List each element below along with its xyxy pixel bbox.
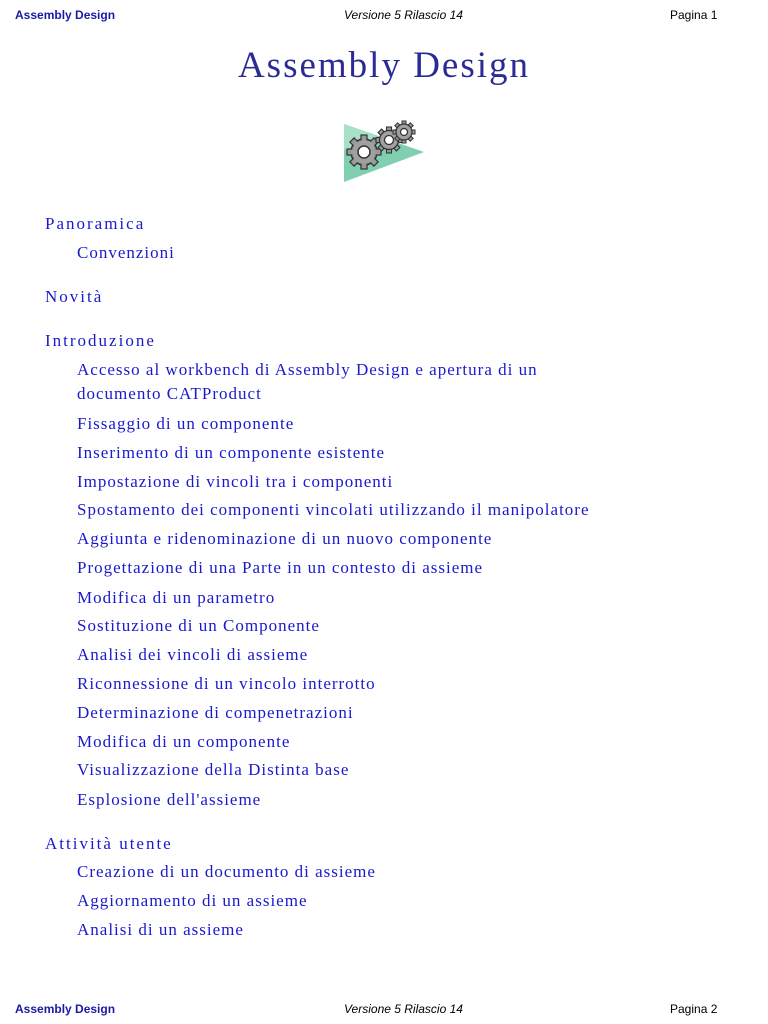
toc-item[interactable]: Aggiornamento di un assieme	[77, 891, 308, 910]
gears-icon	[342, 120, 428, 186]
toc-item[interactable]: Aggiunta e ridenominazione di un nuovo componente	[77, 529, 493, 548]
toc-item[interactable]: Inserimento di un componente esistente	[77, 443, 386, 462]
page-title: Assembly Design	[237, 45, 531, 86]
footer-doc-title: Assembly Design	[15, 1002, 116, 1016]
toc-item[interactable]: Creazione di un documento di assieme	[77, 862, 376, 881]
toc-item[interactable]: Riconnessione di un vincolo interrotto	[77, 674, 376, 693]
toc-item[interactable]: Modifica di un componente	[77, 732, 291, 751]
header-version: Versione 5 Rilascio 14	[344, 8, 463, 22]
toc-item[interactable]: Analisi di un assieme	[77, 920, 244, 939]
toc-item[interactable]: documento CATProduct	[77, 384, 262, 403]
toc-item[interactable]: Impostazione di vincoli tra i componenti	[77, 472, 394, 491]
toc-section-novita[interactable]: Novità	[45, 287, 104, 306]
footer-page-number: Pagina 2	[670, 1002, 718, 1016]
toc-section-panoramica[interactable]: Panoramica	[45, 214, 146, 233]
toc-item[interactable]: Spostamento dei componenti vincolati utilizzando il manipolatore	[77, 500, 590, 519]
toc-item[interactable]: Accesso al workbench di Assembly Design e apertura di un	[77, 360, 538, 379]
toc-item[interactable]: Sostituzione di un Componente	[77, 616, 320, 635]
toc-item[interactable]: Convenzioni	[77, 243, 175, 262]
toc-item[interactable]: Esplosione dell'assieme	[77, 790, 262, 809]
page-header	[0, 8, 768, 28]
header-doc-title: Assembly Design	[15, 8, 116, 22]
toc-item[interactable]: Progettazione di una Parte in un contesto di assieme	[77, 558, 484, 577]
header-page-number: Pagina 1	[670, 8, 718, 22]
toc-item[interactable]: Analisi dei vincoli di assieme	[77, 645, 309, 664]
toc-section-introduzione[interactable]: Introduzione	[45, 331, 156, 350]
toc-item[interactable]: Visualizzazione della Distinta base	[77, 760, 350, 779]
toc-item[interactable]: Modifica di un parametro	[77, 588, 276, 607]
toc-item[interactable]: Fissaggio di un componente	[77, 414, 295, 433]
toc-section-attivita-utente[interactable]: Attività utente	[45, 834, 173, 853]
footer-version: Versione 5 Rilascio 14	[344, 1002, 463, 1016]
page-footer	[0, 1002, 768, 1022]
toc-item[interactable]: Determinazione di compenetrazioni	[77, 703, 354, 722]
